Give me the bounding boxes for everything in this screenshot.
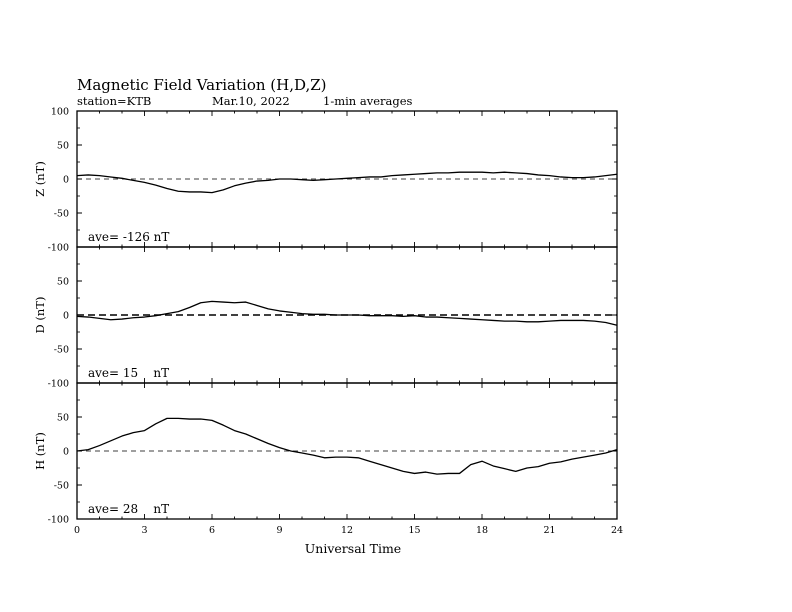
series-line-h	[77, 418, 617, 474]
x-tick-label: 9	[276, 525, 283, 536]
y-tick-label: 50	[56, 140, 69, 152]
y-axis-label: Z (nT)	[33, 161, 47, 197]
panel-h	[33, 383, 617, 526]
chart-title: Magnetic Field Variation (H,D,Z)	[77, 76, 327, 94]
y-tick-label: -100	[47, 242, 69, 254]
y-axis-label: H (nT)	[33, 432, 47, 470]
x-tick-label: 12	[340, 525, 354, 536]
panel-d	[33, 247, 617, 390]
y-tick-label: -50	[53, 208, 69, 220]
x-axis-label: Universal Time	[304, 541, 402, 556]
average-label: ave= -126 nT	[88, 230, 170, 244]
y-tick-label: 0	[62, 174, 69, 186]
x-tick-label: 0	[73, 525, 81, 536]
date-label: Mar.10, 2022	[212, 94, 290, 108]
y-tick-label: -100	[47, 514, 69, 526]
x-tick-label: 15	[408, 525, 421, 536]
panel-z	[33, 107, 617, 254]
x-tick-label: 6	[208, 525, 216, 536]
y-tick-label: -50	[53, 344, 69, 356]
y-tick-label: 0	[62, 446, 69, 458]
x-tick-label: 18	[475, 525, 489, 536]
averaging-label: 1-min averages	[323, 94, 413, 108]
average-label: ave= 28 nT	[88, 502, 170, 516]
series-line-z	[77, 172, 617, 192]
y-tick-label: 100	[50, 106, 69, 118]
average-label: ave= 15 nT	[88, 366, 170, 380]
panels-group	[33, 107, 617, 526]
series-line-d	[77, 301, 617, 325]
station-label: station=KTB	[77, 94, 152, 108]
y-tick-label: 50	[56, 412, 69, 424]
y-axis-label: D (nT)	[33, 296, 47, 334]
y-tick-label: 0	[62, 310, 69, 322]
y-tick-label: 50	[56, 276, 69, 288]
x-tick-label: 24	[610, 525, 624, 536]
y-tick-label: -50	[53, 480, 69, 492]
y-tick-label: -100	[47, 378, 69, 390]
x-axis	[74, 525, 623, 536]
x-tick-label: 3	[141, 525, 148, 536]
x-tick-label: 21	[543, 525, 556, 536]
